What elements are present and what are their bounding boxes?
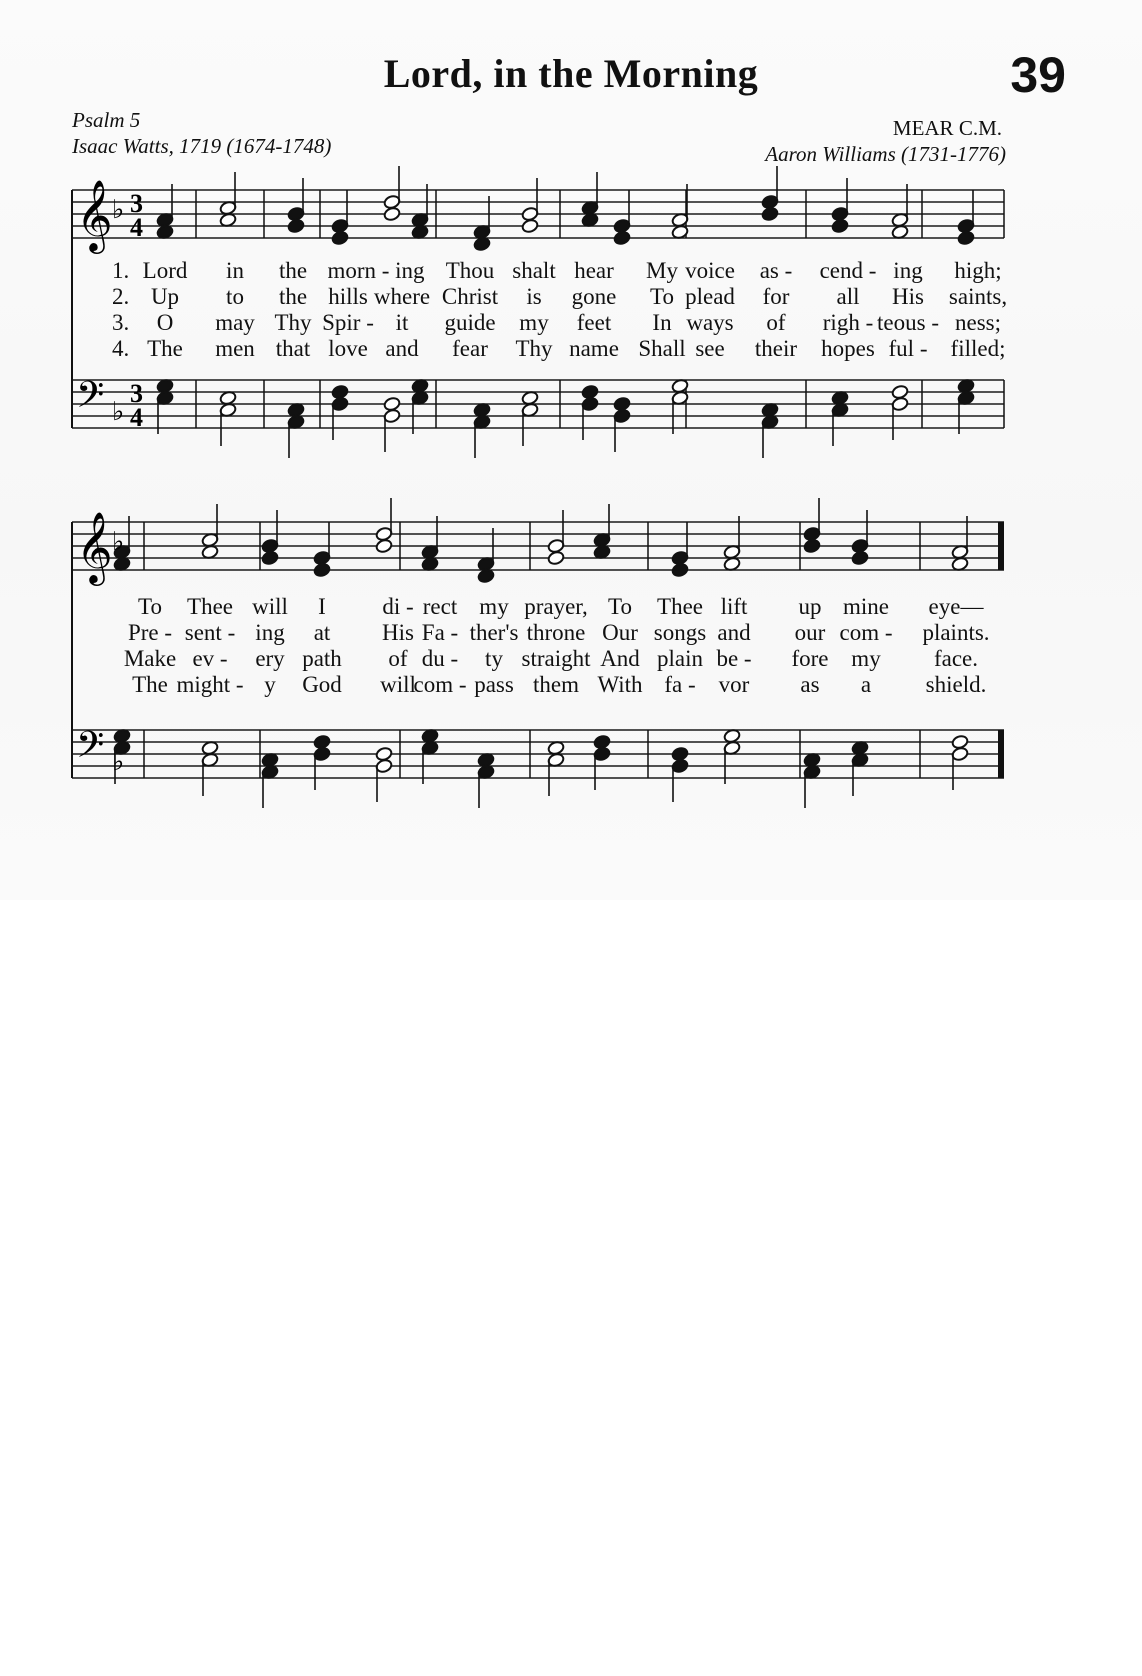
lyric-syllable: fa - [664,672,696,697]
lyric-syllable: hopes [821,336,875,361]
lyric-syllable: gone [571,284,617,309]
lyric-syllable: righ - [822,310,874,335]
lyric-syllable: throne [526,620,586,645]
lyric-syllable: Lord [142,258,188,283]
lyric-syllable: mine [843,594,889,619]
lyric-syllable: in [226,258,244,283]
verse-number: 1. [112,258,130,283]
lyric-syllable: Up [150,284,180,309]
lyric-syllable: path [302,646,342,671]
text-source: Psalm 5 [72,108,141,132]
lyric-syllable: To [138,594,162,619]
flat-icon: ♭ [112,397,125,427]
lyric-syllable: O [156,310,174,335]
lyric-syllable: and [717,620,751,645]
lyric-syllable: ther's [469,620,519,645]
lyric-syllable: plaints. [922,620,990,645]
lyric-syllable: prayer, [524,594,588,619]
lyric-syllable: His [892,284,924,309]
lyric-syllable: rect [422,594,458,619]
lyric-syllable: To [608,594,632,619]
lyric-syllable: hear [574,258,614,283]
lyric-syllable: plead [685,284,735,309]
lyric-syllable: vor [718,672,750,697]
lyric-syllable: Our [602,620,638,645]
hymn-number: 39 [1010,47,1066,103]
lyric-syllable: ery [255,646,285,671]
lyric-syllable: My [646,258,678,283]
time-signature-top: 3 [130,189,143,218]
flat-icon: ♭ [112,747,125,777]
lyric-syllable: is [526,284,542,309]
lyric-syllable: where [373,284,431,309]
lyric-syllable: songs [653,620,707,645]
lyric-syllable: might - [176,672,244,697]
lyric-syllable: my [519,310,549,335]
lyric-syllable: see [695,336,725,361]
lyric-syllable: ing [255,620,285,645]
lyric-syllable: Thy [274,310,312,335]
lyric-syllable: The [132,672,168,697]
lyric-syllable: my [851,646,881,671]
lyric-syllable: them [533,672,579,697]
lyric-syllable: guide [444,310,496,335]
lyric-syllable: men [215,336,255,361]
lyric-syllable: of [766,310,786,335]
lyric-syllable: To [650,284,674,309]
time-signature-bottom: 4 [130,403,143,432]
lyric-syllable: eye— [928,594,984,619]
lyric-syllable: may [215,310,255,335]
bass-clef-icon: 𝄢 [76,724,105,775]
lyric-syllable: fear [452,336,488,361]
lyric-syllable: His [382,620,414,645]
lyric-syllable: ty [485,646,503,671]
hymn-title: Lord, in the Morning [383,51,759,96]
lyric-syllable: name [569,336,619,361]
lyric-syllable: saints, [948,284,1008,309]
lyric-syllable: y [264,672,276,697]
lyric-syllable: for [762,284,790,309]
lyric-syllable: di - [382,594,414,619]
verse-number: 2. [112,284,130,309]
lyric-syllable: du - [421,646,459,671]
lyric-syllable: lift [720,594,748,619]
composer-credit: Aaron Williams (1731-1776) [765,142,1006,166]
bass-clef-icon: 𝄢 [76,374,105,425]
author-credit: Isaac Watts, 1719 (1674-1748) [72,134,332,158]
lyric-syllable: sent - [184,620,236,645]
lyric-syllable: straight [521,646,591,671]
lyric-syllable: The [147,336,183,361]
lyric-syllable: ways [686,310,734,335]
lyric-syllable: com - [413,672,467,697]
lyric-syllable: pass [474,672,514,697]
lyric-syllable: filled; [950,336,1006,361]
lyric-syllable: feet [576,310,612,335]
lyric-syllable: hills [328,284,368,309]
time-signature-bottom: 4 [130,213,143,242]
lyric-syllable: high; [954,258,1002,283]
treble-clef-icon: 𝄞 [76,510,113,583]
lyric-syllable: as - [759,258,793,283]
lyric-syllable: the [278,258,308,283]
lyric-syllable: ness; [955,310,1001,335]
lyric-syllable: that [275,336,311,361]
lyric-syllable: Thee [187,594,233,619]
lyric-syllable: it [395,310,409,335]
lyric-syllable: and [385,336,419,361]
lyric-syllable: Thee [657,594,703,619]
lyric-syllable: cend - [819,258,877,283]
lyric-syllable: fore [791,646,829,671]
lyric-syllable: Thy [515,336,553,361]
lyric-syllable: God [302,672,342,697]
lyric-syllable: a [860,672,872,697]
lyric-syllable: Pre - [127,620,173,645]
lyric-syllable: ful - [888,336,928,361]
lyric-syllable: up [798,594,822,619]
lyric-syllable: as [800,672,820,697]
lyric-syllable: Christ [441,284,499,309]
lyric-syllable: will [380,672,416,697]
lyric-syllable: of [388,646,408,671]
lyric-syllable: Make [123,646,177,671]
lyric-syllable: ing [893,258,923,283]
verse-number: 4. [112,336,130,361]
verse-number: 3. [112,310,130,335]
treble-clef-icon: 𝄞 [76,178,113,251]
lyric-syllable: at [313,620,331,645]
lyric-syllable: And [600,646,640,671]
lyric-syllable: shield. [925,672,987,697]
lyric-syllable: Fa - [421,620,459,645]
lyric-syllable: face. [933,646,979,671]
lyric-syllable: morn - ing [327,258,425,283]
lyric-syllable: shalt [512,258,556,283]
lyric-syllable: their [754,336,798,361]
lyric-syllable: the [278,284,308,309]
lyric-syllable: ev - [192,646,228,671]
time-signature-top: 3 [130,379,143,408]
lyric-syllable: love [328,336,368,361]
flat-icon: ♭ [112,527,125,557]
lyric-syllable: plain [657,646,703,671]
lyric-syllable: Shall [638,336,686,361]
lyric-syllable: teous - [877,310,939,335]
lyric-syllable: Spir - [322,310,374,335]
lyric-syllable: I [318,594,326,619]
lyric-syllable: my [479,594,509,619]
lyric-syllable: With [597,672,643,697]
lyric-syllable: Thou [445,258,495,283]
lyric-syllable: In [652,310,672,335]
lyric-syllable: all [836,284,860,309]
lyric-syllable: com - [839,620,893,645]
lyric-syllable: our [794,620,826,645]
flat-icon: ♭ [112,195,125,225]
lyric-syllable: to [226,284,244,309]
lyric-syllable: voice [685,258,735,283]
lyric-syllable: be - [716,646,752,671]
lyric-syllable: will [252,594,288,619]
tune-name: MEAR C.M. [892,116,1002,140]
